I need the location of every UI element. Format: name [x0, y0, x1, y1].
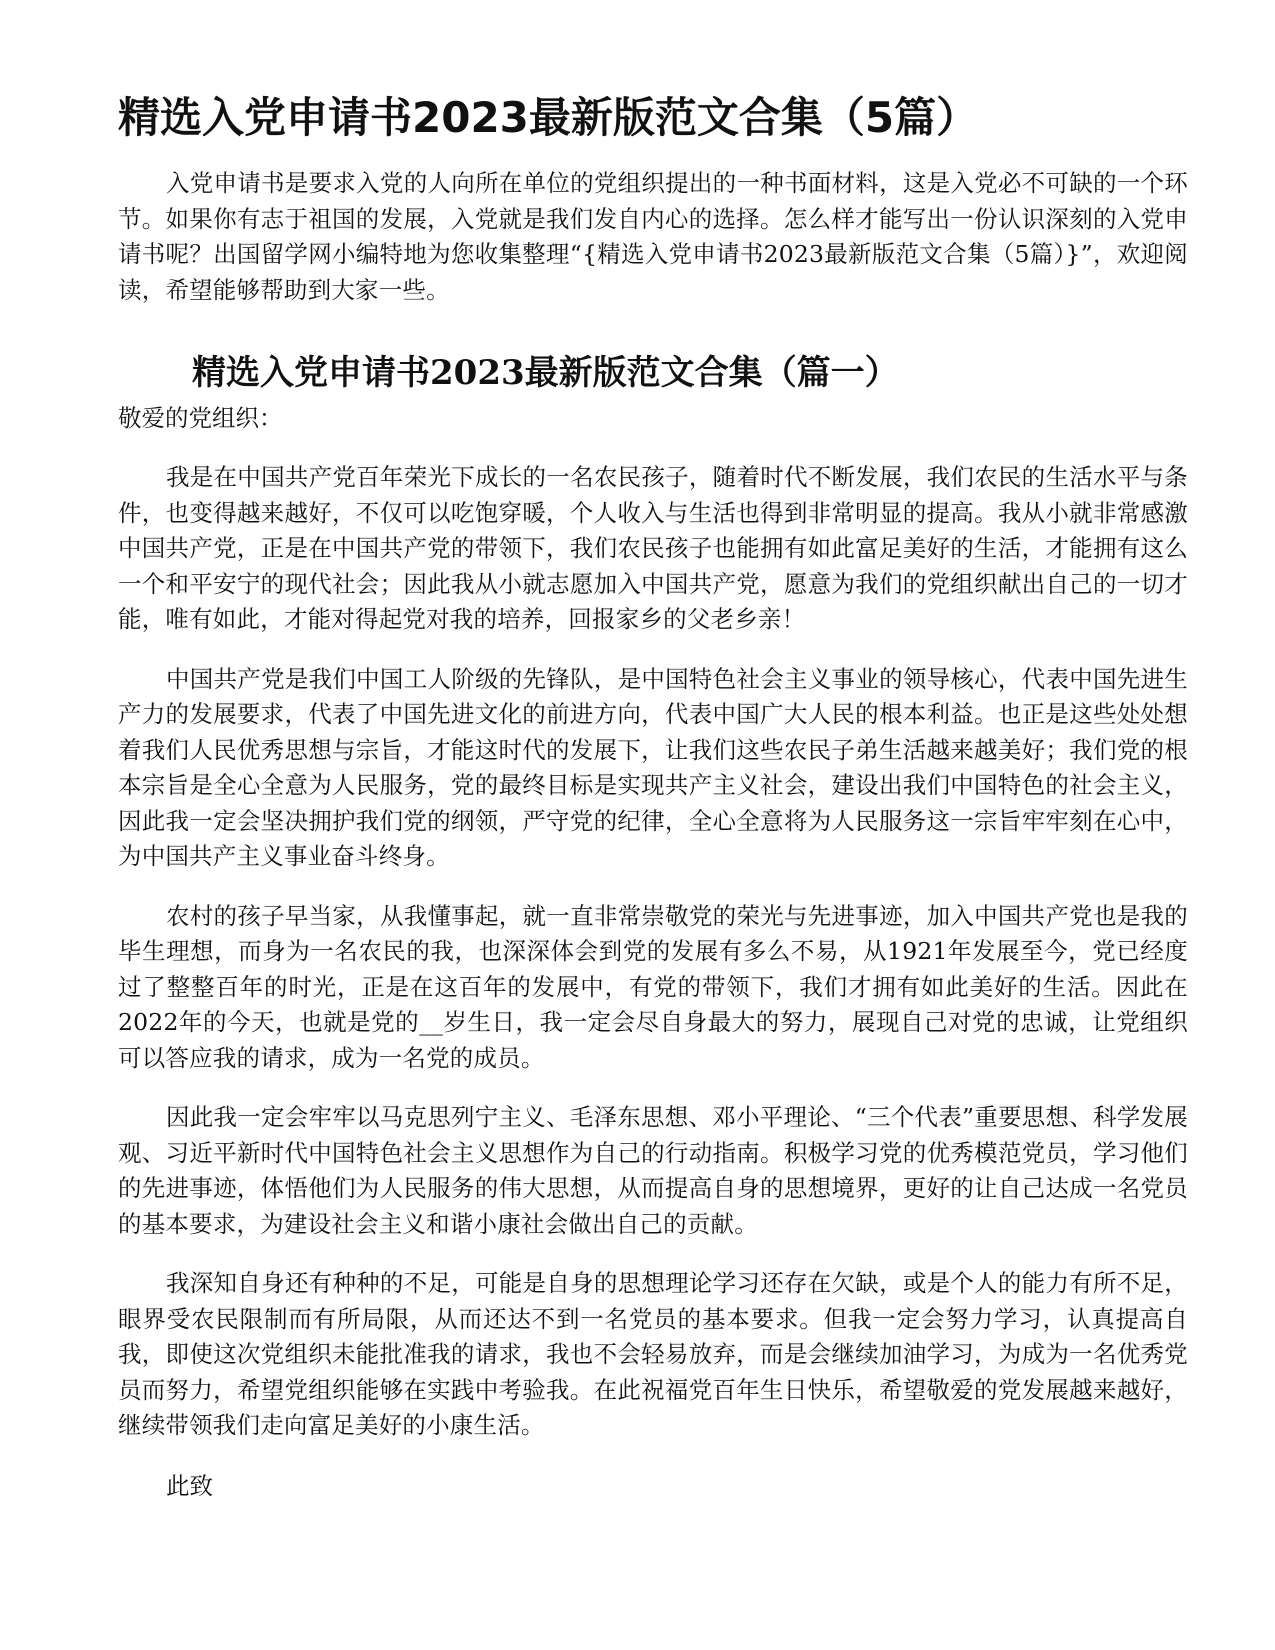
closing-text: 此致: [166, 1471, 213, 1500]
document-page: [118, 88, 1188, 1504]
body-paragraph-3: 农村的孩子早当家，从我懂事起，就一直非常崇敬党的荣光与先进事迹，加入中国共产党也是我的毕生理想，而身为一名农民的我，也深深体会到党的发展有多么不易，从1921年发展至今，党已经度过了整整百年的时光，正是在这百年的发展中，有党的带领下，我们才拥有如此美好的生活。因此在2022年的今天，也就是党的__岁生日，我一定会尽自身最大的努力，展现自己对党的忠诚，让党组织可以答应我的请求，成为一名党的成员。: [118, 901, 1188, 1072]
body-paragraph-2: 中国共产党是我们中国工人阶级的先锋队，是中国特色社会主义事业的领导核心，代表中国先进生产力的发展要求，代表了中国先进文化的前进方向，代表中国广大人民的根本利益。也正是这些处处想着我们人民优秀思想与宗旨，才能这时代的发展下，让我们这些农民子弟生活越来越美好；我们党的根本宗旨是全心全意为人民服务，党的最终目标是实现共产主义社会，建设出我们中国特色的社会主义，因此我一定会坚决拥护我们党的纲领，严守党的纪律，全心全意将为人民服务这一宗旨牢牢刻在心中，为中国共产主义事业奋斗终身。: [118, 664, 1188, 870]
salutation: 敬爱的党组织：: [118, 404, 283, 432]
body-paragraph-1: 我是在中国共产党百年荣光下成长的一名农民孩子，随着时代不断发展，我们农民的生活水平与条件，也变得越来越好，不仅可以吃饱穿暖，个人收入与生活也得到非常明显的提高。我从小就非常感激中国共产党，正是在中国共产党的带领下，我们农民孩子也能拥有如此富足美好的生活，才能拥有这么一个和平安宁的现代社会；因此我从小就志愿加入中国共产党，愿意为我们的党组织献出自己的一切才能，唯有如此，才能对得起党对我的培养，回报家乡的父老乡亲！: [118, 463, 1188, 633]
document-title: 精选入党申请书2023最新版范文合集（5篇）: [118, 93, 979, 142]
body-paragraph-5: 我深知自身还有种种的不足，可能是自身的思想理论学习还存在欠缺，或是个人的能力有所不足，眼界受农民限制而有所局限，从而还达不到一名党员的基本要求。但我一定会努力学习，认真提高自我，即使这次党组织未能批准我的请求，我也不会轻易放弃，而是会继续加油学习，为成为一名优秀党员而努力，希望党组织能够在实践中考验我。在此祝福党百年生日快乐，希望敬爱的党发展越来越好，继续带领我们走向富足美好的小康生活。: [118, 1269, 1188, 1439]
section-title: 精选入党申请书2023最新版范文合集（篇一）: [192, 353, 899, 393]
intro-paragraph: 入党申请书是要求入党的人向所在单位的党组织提出的一种书面材料，这是入党必不可缺的一个环节。如果你有志于祖国的发展，入党就是我们发自内心的选择。怎么样才能写出一份认识深刻的入党申请书呢？出国留学网小编特地为您收集整理“{精选入党申请书2023最新版范文合集（5篇）}”，欢迎阅读，希望能够帮助到大家一些。: [118, 169, 1188, 304]
body-paragraph-4: 因此我一定会牢牢以马克思列宁主义、毛泽东思想、邓小平理论、“三个代表”重要思想、科学发展观、习近平新时代中国特色社会主义思想作为自己的行动指南。积极学习党的优秀模范党员，学习他们的先进事迹，体悟他们为人民服务的伟大思想，从而提高自身的思想境界，更好的让自己达成一名党员的基本要求，为建设社会主义和谐小康社会做出自己的贡献。: [118, 1103, 1188, 1238]
